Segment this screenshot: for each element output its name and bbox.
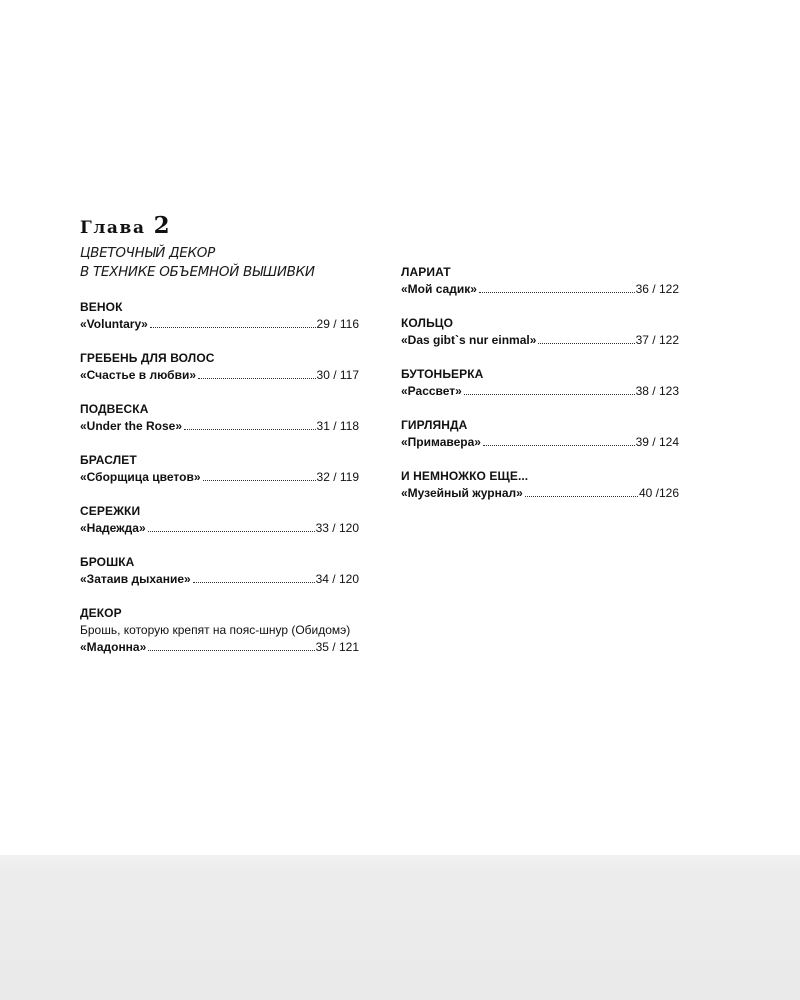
toc-entry — [401, 264, 679, 298]
dot-leader — [148, 531, 315, 532]
chapter-subtitle-line: ЦВЕТОЧНЫЙ ДЕКОР — [80, 245, 215, 261]
dot-leader — [184, 429, 315, 430]
section-title: КОЛЬЦО — [401, 316, 454, 330]
page-numbers: 40 /126 — [638, 486, 679, 500]
dot-leader — [150, 327, 316, 328]
item-note: Брошь, которую крепят на пояс-шнур (Обидомэ) — [80, 623, 351, 637]
dot-leader — [525, 496, 638, 497]
toc-entry — [80, 605, 359, 656]
dot-leader — [203, 480, 316, 481]
toc-left-column — [80, 299, 359, 673]
page-numbers: 38 / 123 — [635, 384, 679, 398]
page-numbers: 36 / 122 — [635, 282, 679, 296]
toc-line[interactable] — [80, 571, 359, 588]
chapter-number: 2 — [153, 212, 170, 239]
toc-line[interactable] — [401, 485, 679, 502]
section-title: БУТОНЬЕРКА — [401, 367, 484, 381]
toc-line[interactable] — [80, 520, 359, 537]
dot-leader — [479, 292, 635, 293]
dot-leader — [538, 343, 634, 344]
dot-leader — [198, 378, 315, 379]
item-title: «Рассвет» — [401, 384, 462, 398]
section-title: ВЕНОК — [80, 300, 123, 314]
chapter-word: Глава — [80, 218, 146, 238]
toc-right-column — [401, 264, 679, 519]
toc-entry — [80, 401, 359, 435]
toc-entry — [401, 315, 679, 349]
page-numbers: 32 / 119 — [316, 470, 359, 484]
item-title: «Музейный журнал» — [401, 486, 523, 500]
item-title: «Счастье в любви» — [80, 368, 197, 382]
toc-line[interactable] — [401, 332, 679, 349]
page-numbers: 37 / 122 — [635, 333, 679, 347]
section-title: ГРЕБЕНЬ ДЛЯ ВОЛОС — [80, 351, 215, 365]
page-numbers: 39 / 124 — [635, 435, 679, 449]
toc-entry — [401, 417, 679, 451]
page-numbers: 29 / 116 — [316, 317, 359, 331]
section-title: ДЕКОР — [80, 606, 122, 620]
toc-entry — [80, 503, 359, 537]
toc-line[interactable] — [80, 469, 359, 486]
item-title: «Мой садик» — [401, 282, 477, 296]
dot-leader — [464, 394, 635, 395]
toc-entry — [401, 366, 679, 400]
toc-line[interactable] — [401, 434, 679, 451]
toc-entry — [80, 350, 359, 384]
toc-line[interactable] — [80, 639, 359, 656]
page-numbers: 33 / 120 — [315, 521, 359, 535]
section-title: ГИРЛЯНДА — [401, 418, 468, 432]
toc-entry — [80, 554, 359, 588]
toc-line[interactable] — [401, 383, 679, 400]
dot-leader — [193, 582, 315, 583]
item-title: «Надежда» — [80, 521, 146, 535]
item-title: «Voluntary» — [80, 317, 148, 331]
item-title: «Примавера» — [401, 435, 481, 449]
page-numbers: 31 / 118 — [316, 419, 359, 433]
chapter-subtitle — [80, 244, 315, 282]
page-bottom-shadow — [0, 855, 800, 1000]
item-title: «Затаив дыхание» — [80, 572, 191, 586]
dot-leader — [148, 650, 314, 651]
item-title: «Under the Rose» — [80, 419, 183, 433]
dot-leader — [483, 445, 635, 446]
page-numbers: 34 / 120 — [315, 572, 359, 586]
toc-line[interactable] — [401, 281, 679, 298]
toc-entry — [80, 299, 359, 333]
item-title: «Мадонна» — [80, 640, 147, 654]
section-title: ПОДВЕСКА — [80, 402, 149, 416]
section-title: БРОШКА — [80, 555, 135, 569]
toc-entry — [80, 452, 359, 486]
toc-entry — [401, 468, 679, 502]
page-numbers: 35 / 121 — [315, 640, 359, 654]
section-title: БРАСЛЕТ — [80, 453, 137, 467]
chapter-subtitle-line: В ТЕХНИКЕ ОБЪЕМНОЙ ВЫШИВКИ — [80, 264, 315, 280]
chapter-heading — [80, 212, 170, 239]
toc-line[interactable] — [80, 418, 359, 435]
toc-line[interactable] — [80, 316, 359, 333]
section-title: И НЕМНОЖКО ЕЩЕ... — [401, 469, 529, 483]
toc-line[interactable] — [80, 367, 359, 384]
item-title: «Das gibt`s nur einmal» — [401, 333, 537, 347]
section-title: ЛАРИАТ — [401, 265, 451, 279]
page-numbers: 30 / 117 — [316, 368, 359, 382]
item-title: «Сборщица цветов» — [80, 470, 201, 484]
section-title: СЕРЕЖКИ — [80, 504, 141, 518]
